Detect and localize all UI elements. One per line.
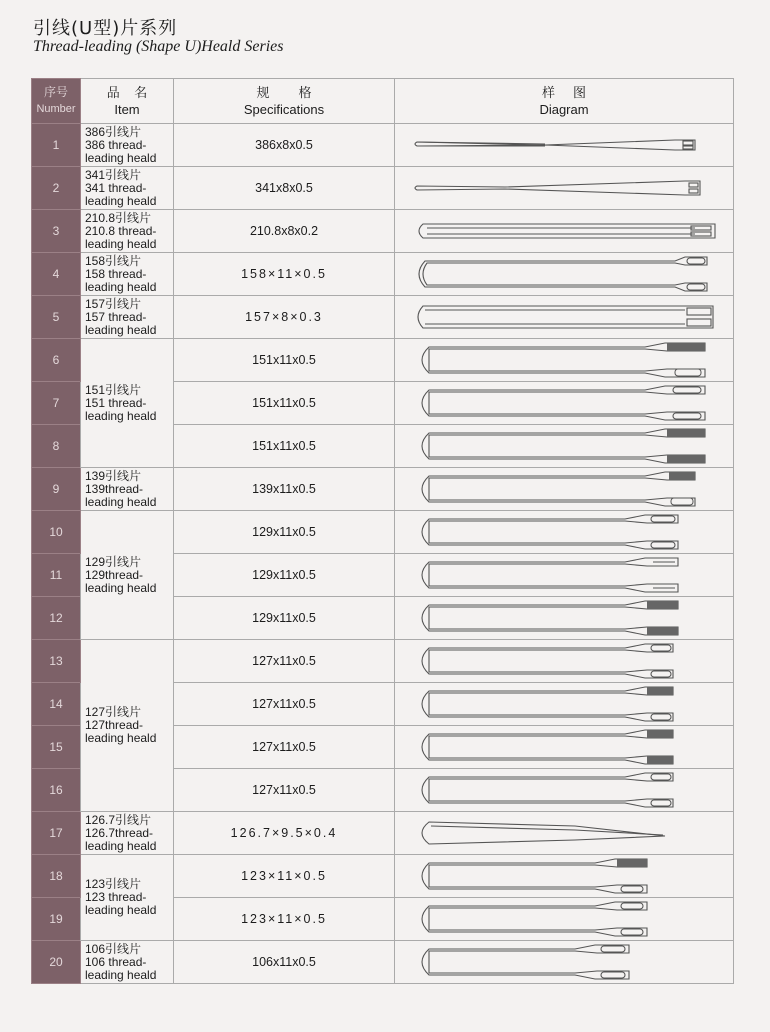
- diagram-cell: [395, 468, 734, 511]
- table-header-row: [32, 79, 734, 124]
- diagram-cell: [395, 425, 734, 468]
- row-number: 19: [32, 898, 81, 941]
- heald-diagram: [395, 253, 734, 295]
- diagram-cell: [395, 554, 734, 597]
- spec-value: 129x11x0.5: [174, 597, 395, 640]
- heald-diagram: [395, 812, 734, 854]
- row-number: 2: [32, 167, 81, 210]
- diagram-cell: [395, 726, 734, 769]
- item-name-cn: 158引线片: [85, 253, 142, 268]
- diagram-cell: [395, 812, 734, 855]
- heald-diagram: [395, 468, 734, 510]
- item-name-cn: 386引线片: [85, 124, 142, 139]
- diagram-cell: [395, 511, 734, 554]
- spec-value: 123×11×0.5: [174, 855, 395, 898]
- heald-diagram: [395, 296, 734, 338]
- page-title-english: Thread-leading (Shape U)Heald Series: [33, 38, 284, 55]
- item-name-en-1: 139thread-: [85, 481, 144, 496]
- heald-diagram: [395, 511, 734, 553]
- heald-diagram: [395, 554, 734, 596]
- item-name-en-2: leading heald: [85, 236, 157, 251]
- heald-diagram: [395, 210, 734, 252]
- row-number: 8: [32, 425, 81, 468]
- spec-value: 139x11x0.5: [174, 468, 395, 511]
- item-name: [81, 296, 174, 339]
- header-diagram: [395, 79, 734, 124]
- item-name-en-1: 123 thread-: [85, 890, 147, 904]
- item-name-en-1: 158 thread-: [85, 266, 147, 281]
- diagram-cell: [395, 210, 734, 253]
- heald-diagram: [395, 898, 734, 940]
- table-row: [32, 812, 734, 855]
- diagram-cell: [395, 296, 734, 339]
- table-row: [32, 855, 734, 898]
- item-name-en-2: leading heald: [85, 494, 157, 509]
- spec-value: 127x11x0.5: [174, 683, 395, 726]
- row-number: 16: [32, 769, 81, 812]
- diagram-cell: [395, 941, 734, 984]
- heald-diagram: [395, 382, 734, 424]
- row-number: 3: [32, 210, 81, 253]
- item-name: [81, 511, 174, 640]
- spec-value: 157×8×0.3: [174, 296, 395, 339]
- spec-value: 106x11x0.5: [174, 941, 395, 984]
- diagram-cell: [395, 253, 734, 296]
- table-row: [32, 468, 734, 511]
- row-number: 7: [32, 382, 81, 425]
- heald-spec-table: [31, 78, 734, 984]
- diagram-cell: [395, 683, 734, 726]
- heald-diagram: [395, 339, 734, 381]
- spec-value: 210.8x8x0.2: [174, 210, 395, 253]
- header-item: [81, 79, 174, 124]
- item-name-en-1: 151 thread-: [85, 395, 147, 410]
- item-name-en-1: 106 thread-: [85, 954, 147, 969]
- diagram-cell: [395, 124, 734, 167]
- page-title-chinese: 引线(U型)片系列: [33, 18, 178, 39]
- item-name-en-1: 341 thread-: [85, 180, 147, 195]
- item-name-en-2: leading heald: [85, 279, 157, 294]
- heald-diagram: [395, 941, 734, 983]
- item-name: [81, 339, 174, 468]
- diagram-cell: [395, 640, 734, 683]
- table-row: [32, 511, 734, 554]
- spec-value: 151x11x0.5: [174, 382, 395, 425]
- spec-value: 127x11x0.5: [174, 769, 395, 812]
- heald-diagram: [395, 726, 734, 768]
- diagram-cell: [395, 898, 734, 941]
- row-number: 11: [32, 554, 81, 597]
- row-number: 10: [32, 511, 81, 554]
- header-diagram-en: Diagram: [539, 102, 589, 117]
- item-name-en-1: 386 thread-: [85, 137, 147, 152]
- item-name-cn: 139引线片: [85, 468, 142, 483]
- item-name-en-2: leading heald: [85, 193, 157, 208]
- row-number: 15: [32, 726, 81, 769]
- spec-value: 127x11x0.5: [174, 726, 395, 769]
- heald-diagram: [395, 167, 734, 209]
- row-number: 1: [32, 124, 81, 167]
- table-row: [32, 339, 734, 382]
- spec-value: 151x11x0.5: [174, 339, 395, 382]
- item-name-en-2: leading heald: [85, 731, 157, 745]
- table-row: [32, 210, 734, 253]
- row-number: 6: [32, 339, 81, 382]
- diagram-cell: [395, 855, 734, 898]
- row-number: 5: [32, 296, 81, 339]
- item-name-en-2: leading heald: [85, 408, 157, 423]
- heald-diagram: [395, 683, 734, 725]
- header-diagram-cn: 样 图: [541, 85, 587, 100]
- diagram-cell: [395, 382, 734, 425]
- item-name: [81, 812, 174, 855]
- header-number-en: Number: [36, 103, 76, 115]
- item-name: [81, 253, 174, 296]
- header-number: [32, 79, 81, 124]
- spec-value: 123×11×0.5: [174, 898, 395, 941]
- spec-value: 386x8x0.5: [174, 124, 395, 167]
- heald-diagram: [395, 855, 734, 897]
- header-spec-cn: 规 格: [256, 85, 312, 100]
- heald-diagram: [395, 124, 734, 166]
- item-name-en-2: leading heald: [85, 838, 157, 853]
- item-name-en-2: leading heald: [85, 322, 157, 337]
- item-name-en-1: 126.7thread-: [85, 825, 154, 840]
- spec-value: 126.7×9.5×0.4: [174, 812, 395, 855]
- item-name-en-1: 129thread-: [85, 567, 144, 582]
- item-name: [81, 124, 174, 167]
- row-number: 18: [32, 855, 81, 898]
- item-name-cn: 126.7引线片: [85, 812, 152, 827]
- item-name: [81, 167, 174, 210]
- item-name-en-2: leading heald: [85, 580, 157, 595]
- diagram-cell: [395, 339, 734, 382]
- heald-diagram: [395, 425, 734, 467]
- item-name: [81, 941, 174, 984]
- row-number: 20: [32, 941, 81, 984]
- header-spec-en: Specifications: [243, 102, 325, 117]
- diagram-cell: [395, 769, 734, 812]
- table-row: [32, 640, 734, 683]
- spec-value: 129x11x0.5: [174, 511, 395, 554]
- item-name-en-2: leading heald: [85, 150, 157, 165]
- spec-value: 158×11×0.5: [174, 253, 395, 296]
- item-name-cn: 129引线片: [85, 554, 142, 569]
- item-name: [81, 210, 174, 253]
- spec-value: 151x11x0.5: [174, 425, 395, 468]
- item-name-en-1: 157 thread-: [85, 309, 147, 324]
- row-number: 17: [32, 812, 81, 855]
- item-name-en-2: leading heald: [85, 903, 157, 917]
- item-name-cn: 341引线片: [85, 167, 142, 182]
- row-number: 14: [32, 683, 81, 726]
- spec-value: 341x8x0.5: [174, 167, 395, 210]
- row-number: 12: [32, 597, 81, 640]
- spec-value: 127x11x0.5: [174, 640, 395, 683]
- table-row: [32, 941, 734, 984]
- item-name: [81, 468, 174, 511]
- header-item-cn: 品 名: [106, 85, 148, 100]
- item-name: [81, 855, 174, 941]
- item-name-cn: 123引线片: [85, 877, 142, 891]
- item-name-cn: 127引线片: [85, 705, 142, 719]
- item-name-cn: 210.8引线片: [85, 210, 152, 225]
- header-number-cn: 序号: [43, 85, 68, 99]
- heald-diagram: [395, 597, 734, 639]
- spec-value: 129x11x0.5: [174, 554, 395, 597]
- heald-diagram: [395, 769, 734, 811]
- header-spec: [174, 79, 395, 124]
- table-row: [32, 167, 734, 210]
- row-number: 13: [32, 640, 81, 683]
- heald-diagram: [395, 640, 734, 682]
- item-name-en-1: 127thread-: [85, 718, 144, 732]
- table-row: [32, 253, 734, 296]
- table-row: [32, 296, 734, 339]
- item-name-cn: 157引线片: [85, 296, 142, 311]
- row-number: 4: [32, 253, 81, 296]
- item-name: [81, 640, 174, 812]
- diagram-cell: [395, 597, 734, 640]
- item-name-cn: 151引线片: [85, 382, 142, 397]
- table-row: [32, 124, 734, 167]
- item-name-en-2: leading heald: [85, 967, 157, 982]
- header-item-en: Item: [114, 102, 140, 117]
- diagram-cell: [395, 167, 734, 210]
- item-name-cn: 106引线片: [85, 941, 142, 956]
- item-name-en-1: 210.8 thread-: [85, 223, 157, 238]
- row-number: 9: [32, 468, 81, 511]
